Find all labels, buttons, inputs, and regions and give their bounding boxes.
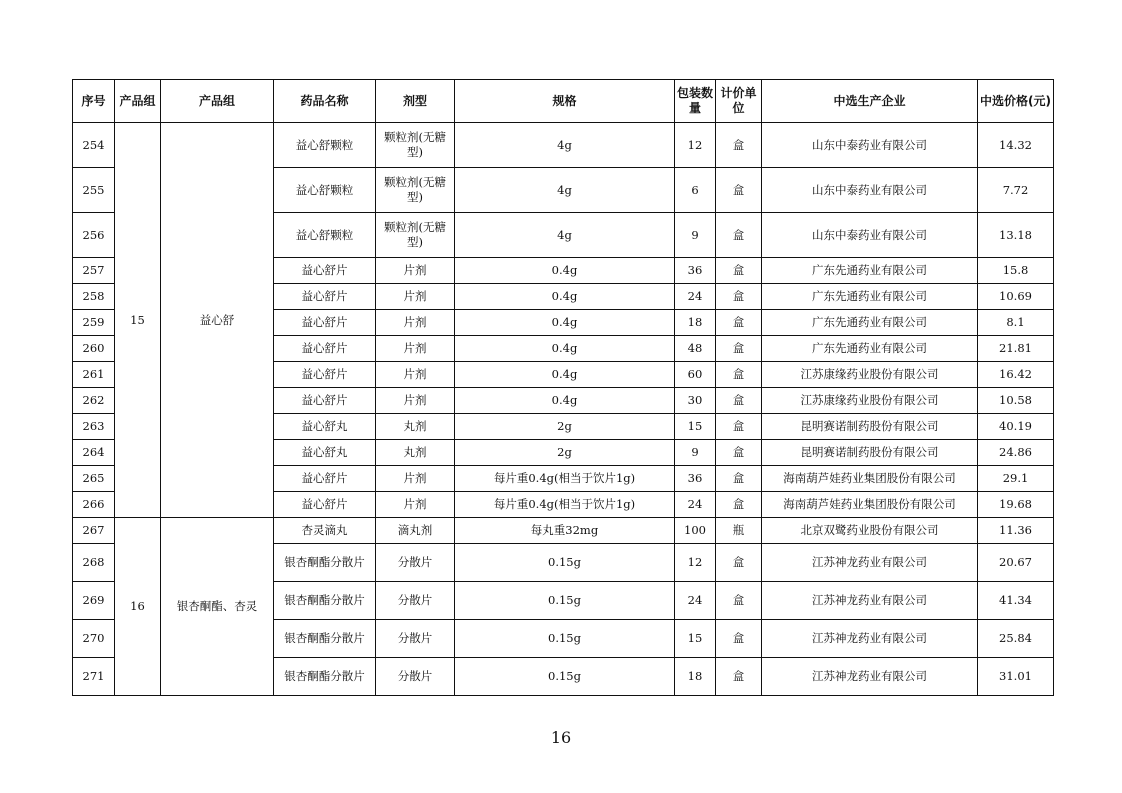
table-row (73, 518, 1054, 544)
cell-unit: 盒 (716, 544, 762, 582)
cell-form: 分散片 (376, 658, 455, 696)
cell-company: 山东中泰药业有限公司 (762, 213, 978, 258)
cell-unit: 盒 (716, 440, 762, 466)
cell-seq: 257 (73, 258, 115, 284)
cell-price: 14.32 (978, 123, 1054, 168)
cell-pack: 60 (675, 362, 716, 388)
cell-pack: 12 (675, 123, 716, 168)
cell-spec: 0.4g (455, 388, 675, 414)
cell-name: 益心舒丸 (274, 440, 376, 466)
cell-form: 颗粒剂(无糖型) (376, 213, 455, 258)
cell-form: 颗粒剂(无糖型) (376, 168, 455, 213)
cell-form: 片剂 (376, 310, 455, 336)
cell-unit: 盒 (716, 284, 762, 310)
cell-unit: 盒 (716, 582, 762, 620)
cell-name: 益心舒颗粒 (274, 168, 376, 213)
cell-company: 江苏康缘药业股份有限公司 (762, 388, 978, 414)
cell-spec: 0.15g (455, 582, 675, 620)
cell-name: 益心舒片 (274, 310, 376, 336)
cell-unit: 盒 (716, 336, 762, 362)
cell-unit: 盒 (716, 213, 762, 258)
cell-unit: 盒 (716, 258, 762, 284)
cell-form: 分散片 (376, 620, 455, 658)
cell-pack: 24 (675, 582, 716, 620)
cell-spec: 每丸重32mg (455, 518, 675, 544)
cell-spec: 每片重0.4g(相当于饮片1g) (455, 466, 675, 492)
cell-seq: 255 (73, 168, 115, 213)
cell-pack: 15 (675, 414, 716, 440)
cell-group-name: 益心舒 (161, 123, 274, 518)
cell-form: 分散片 (376, 582, 455, 620)
header-company: 中选生产企业 (762, 80, 978, 123)
cell-name: 银杏酮酯分散片 (274, 658, 376, 696)
cell-name: 杏灵滴丸 (274, 518, 376, 544)
header-price: 中选价格(元) (978, 80, 1054, 123)
cell-company: 广东先通药业有限公司 (762, 258, 978, 284)
cell-unit: 盒 (716, 492, 762, 518)
cell-price: 16.42 (978, 362, 1054, 388)
cell-spec: 0.4g (455, 362, 675, 388)
cell-form: 片剂 (376, 336, 455, 362)
cell-spec: 2g (455, 440, 675, 466)
header-spec: 规格 (455, 80, 675, 123)
cell-pack: 15 (675, 620, 716, 658)
cell-form: 丸剂 (376, 414, 455, 440)
cell-price: 10.69 (978, 284, 1054, 310)
cell-seq: 254 (73, 123, 115, 168)
cell-seq: 266 (73, 492, 115, 518)
cell-unit: 盒 (716, 414, 762, 440)
cell-seq: 264 (73, 440, 115, 466)
cell-company: 江苏神龙药业有限公司 (762, 620, 978, 658)
cell-company: 广东先通药业有限公司 (762, 336, 978, 362)
cell-spec: 0.4g (455, 336, 675, 362)
cell-pack: 36 (675, 466, 716, 492)
cell-name: 银杏酮酯分散片 (274, 620, 376, 658)
cell-pack: 18 (675, 658, 716, 696)
cell-spec: 0.4g (455, 310, 675, 336)
cell-price: 11.36 (978, 518, 1054, 544)
cell-unit: 盒 (716, 362, 762, 388)
cell-company: 江苏神龙药业有限公司 (762, 582, 978, 620)
cell-spec: 每片重0.4g(相当于饮片1g) (455, 492, 675, 518)
header-seq: 序号 (73, 80, 115, 123)
cell-name: 益心舒颗粒 (274, 123, 376, 168)
cell-seq: 265 (73, 466, 115, 492)
cell-name: 益心舒片 (274, 466, 376, 492)
cell-name: 银杏酮酯分散片 (274, 544, 376, 582)
cell-name: 银杏酮酯分散片 (274, 582, 376, 620)
drug-price-table (72, 79, 1054, 696)
cell-pack: 48 (675, 336, 716, 362)
cell-seq: 262 (73, 388, 115, 414)
cell-company: 广东先通药业有限公司 (762, 284, 978, 310)
cell-group-no: 16 (115, 518, 161, 696)
cell-form: 片剂 (376, 284, 455, 310)
cell-seq: 259 (73, 310, 115, 336)
cell-company: 广东先通药业有限公司 (762, 310, 978, 336)
header-pack: 包装数量 (675, 80, 716, 123)
cell-price: 7.72 (978, 168, 1054, 213)
cell-price: 10.58 (978, 388, 1054, 414)
cell-pack: 9 (675, 213, 716, 258)
cell-company: 江苏神龙药业有限公司 (762, 544, 978, 582)
header-group-no: 产品组 (115, 80, 161, 123)
cell-seq: 268 (73, 544, 115, 582)
header-unit: 计价单位 (716, 80, 762, 123)
cell-pack: 24 (675, 492, 716, 518)
cell-form: 片剂 (376, 258, 455, 284)
cell-spec: 0.4g (455, 258, 675, 284)
cell-company: 昆明赛诺制药股份有限公司 (762, 440, 978, 466)
cell-pack: 100 (675, 518, 716, 544)
cell-seq: 271 (73, 658, 115, 696)
cell-price: 8.1 (978, 310, 1054, 336)
cell-company: 北京双鹭药业股份有限公司 (762, 518, 978, 544)
cell-company: 江苏康缘药业股份有限公司 (762, 362, 978, 388)
cell-form: 滴丸剂 (376, 518, 455, 544)
cell-company: 山东中泰药业有限公司 (762, 168, 978, 213)
cell-group-name: 银杏酮酯、杏灵 (161, 518, 274, 696)
cell-form: 片剂 (376, 492, 455, 518)
cell-unit: 盒 (716, 123, 762, 168)
cell-name: 益心舒丸 (274, 414, 376, 440)
cell-name: 益心舒片 (274, 362, 376, 388)
cell-spec: 4g (455, 213, 675, 258)
cell-pack: 24 (675, 284, 716, 310)
cell-name: 益心舒片 (274, 492, 376, 518)
cell-spec: 0.4g (455, 284, 675, 310)
cell-unit: 盒 (716, 620, 762, 658)
cell-spec: 0.15g (455, 544, 675, 582)
cell-name: 益心舒片 (274, 336, 376, 362)
cell-price: 40.19 (978, 414, 1054, 440)
cell-seq: 267 (73, 518, 115, 544)
cell-company: 海南葫芦娃药业集团股份有限公司 (762, 492, 978, 518)
table-header-row (73, 80, 1054, 123)
cell-price: 31.01 (978, 658, 1054, 696)
cell-form: 片剂 (376, 362, 455, 388)
cell-price: 15.8 (978, 258, 1054, 284)
header-name: 药品名称 (274, 80, 376, 123)
cell-company: 江苏神龙药业有限公司 (762, 658, 978, 696)
cell-pack: 36 (675, 258, 716, 284)
header-form: 剂型 (376, 80, 455, 123)
cell-unit: 盒 (716, 310, 762, 336)
cell-spec: 0.15g (455, 620, 675, 658)
cell-spec: 2g (455, 414, 675, 440)
cell-seq: 270 (73, 620, 115, 658)
cell-price: 29.1 (978, 466, 1054, 492)
page-number: 16 (550, 728, 572, 747)
cell-price: 24.86 (978, 440, 1054, 466)
cell-price: 41.34 (978, 582, 1054, 620)
cell-pack: 12 (675, 544, 716, 582)
cell-unit: 瓶 (716, 518, 762, 544)
cell-form: 片剂 (376, 466, 455, 492)
cell-seq: 263 (73, 414, 115, 440)
cell-name: 益心舒片 (274, 258, 376, 284)
cell-unit: 盒 (716, 658, 762, 696)
cell-pack: 30 (675, 388, 716, 414)
cell-name: 益心舒片 (274, 388, 376, 414)
cell-pack: 18 (675, 310, 716, 336)
cell-company: 山东中泰药业有限公司 (762, 123, 978, 168)
cell-price: 13.18 (978, 213, 1054, 258)
cell-pack: 9 (675, 440, 716, 466)
cell-spec: 0.15g (455, 658, 675, 696)
cell-pack: 6 (675, 168, 716, 213)
table-body (73, 123, 1054, 696)
cell-unit: 盒 (716, 466, 762, 492)
cell-seq: 260 (73, 336, 115, 362)
cell-seq: 269 (73, 582, 115, 620)
cell-spec: 4g (455, 168, 675, 213)
cell-form: 分散片 (376, 544, 455, 582)
cell-price: 25.84 (978, 620, 1054, 658)
cell-name: 益心舒颗粒 (274, 213, 376, 258)
cell-seq: 258 (73, 284, 115, 310)
cell-seq: 256 (73, 213, 115, 258)
cell-form: 丸剂 (376, 440, 455, 466)
cell-company: 昆明赛诺制药股份有限公司 (762, 414, 978, 440)
cell-form: 颗粒剂(无糖型) (376, 123, 455, 168)
table-row (73, 123, 1054, 168)
cell-price: 19.68 (978, 492, 1054, 518)
cell-price: 20.67 (978, 544, 1054, 582)
cell-company: 海南葫芦娃药业集团股份有限公司 (762, 466, 978, 492)
cell-form: 片剂 (376, 388, 455, 414)
cell-unit: 盒 (716, 388, 762, 414)
cell-group-no: 15 (115, 123, 161, 518)
cell-price: 21.81 (978, 336, 1054, 362)
cell-name: 益心舒片 (274, 284, 376, 310)
cell-unit: 盒 (716, 168, 762, 213)
cell-seq: 261 (73, 362, 115, 388)
cell-spec: 4g (455, 123, 675, 168)
header-group: 产品组 (161, 80, 274, 123)
